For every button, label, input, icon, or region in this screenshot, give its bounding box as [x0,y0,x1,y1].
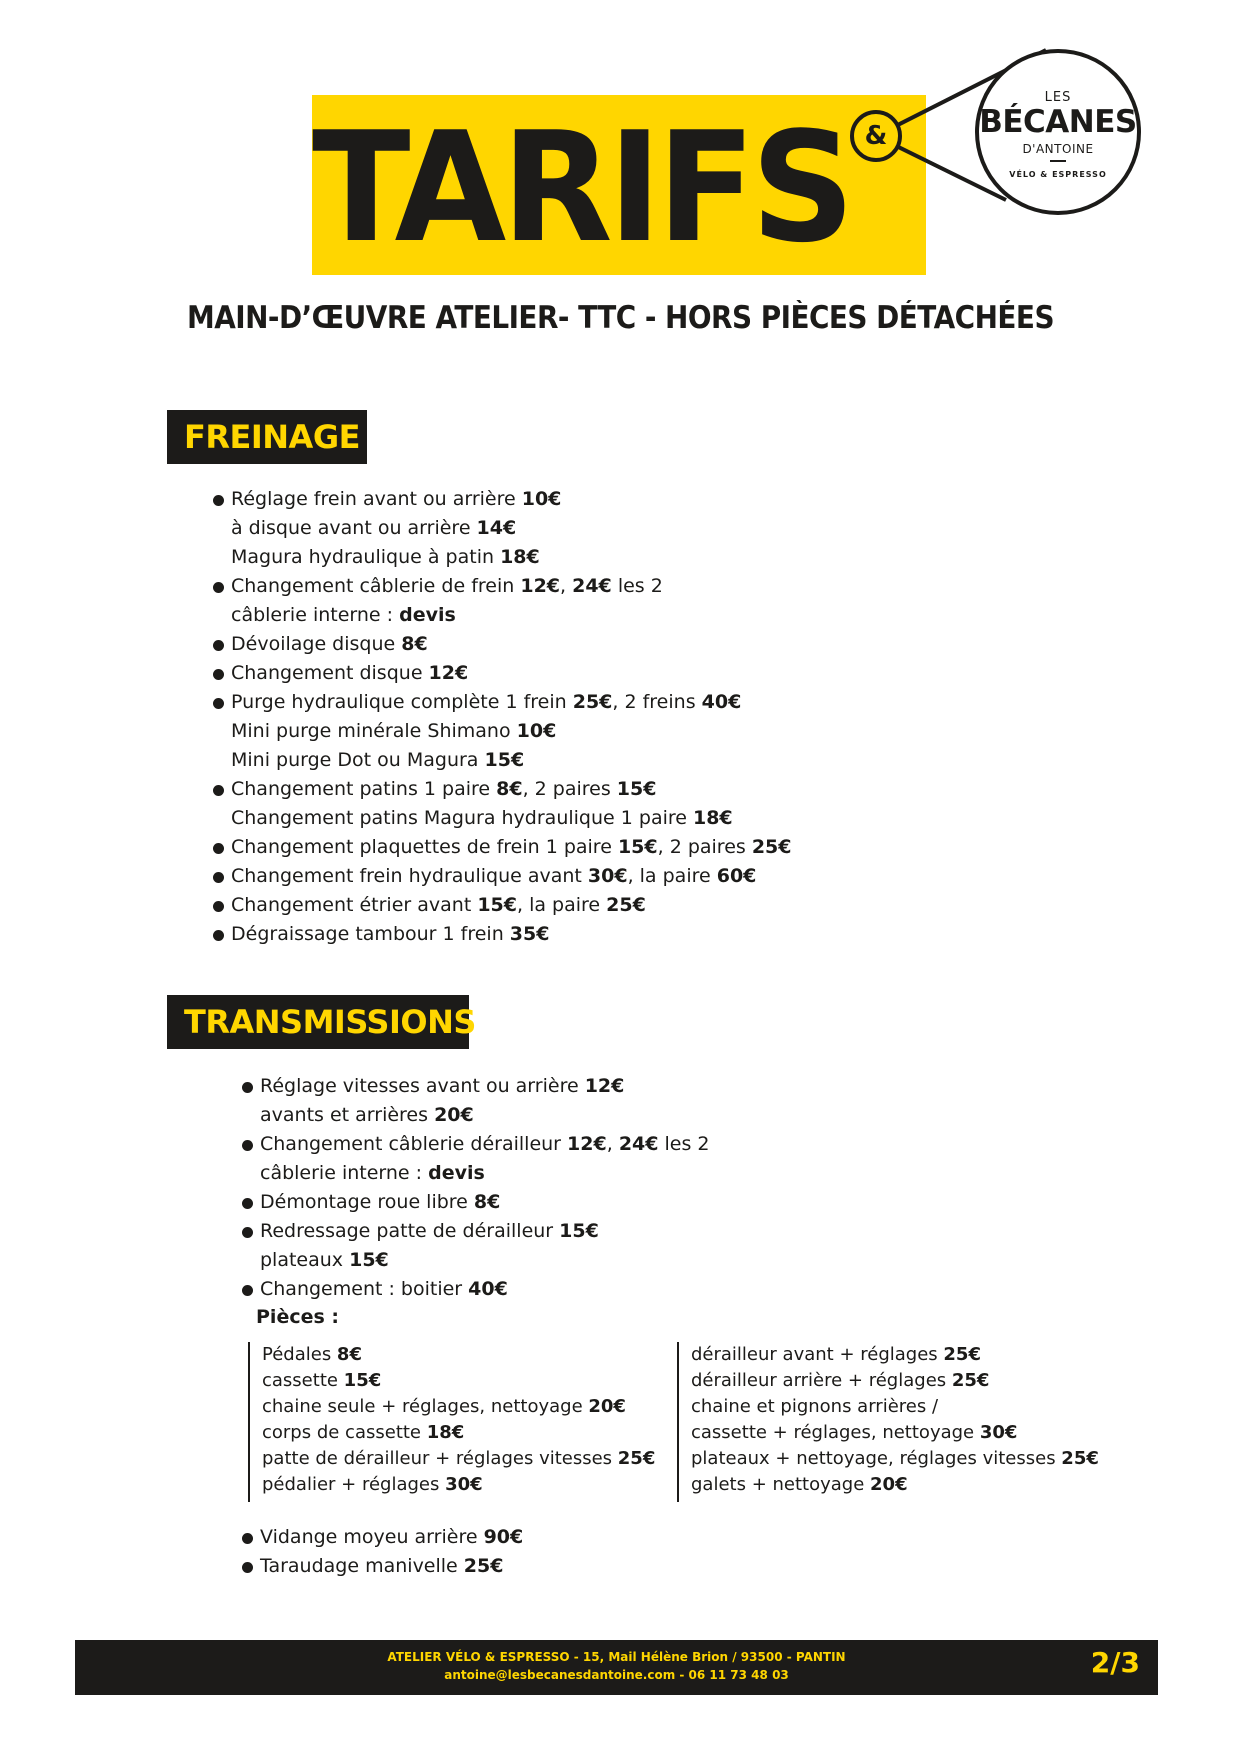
list-item-line: Mini purge minérale Shimano 10€ [231,720,557,742]
pieces-label: Pièces : [256,1306,339,1328]
bullet-icon [213,669,224,680]
logo-divider [1050,160,1066,162]
logo-les: LES [1044,90,1072,105]
list-item-line: Réglage vitesses avant ou arrière 12€ [260,1075,625,1097]
list-item [213,862,792,891]
list-item-line: Mini purge Dot ou Magura 15€ [231,749,525,771]
pieces-row: pédalier + réglages 30€ [262,1474,483,1495]
list-item-line: Redressage patte de dérailleur 15€ [260,1220,599,1242]
footer-contact: antoine@lesbecanesdantoine.com - 06 11 73 48 03 [444,1668,789,1682]
bullet-icon [213,930,224,941]
list-item-line: Magura hydraulique à patin 18€ [231,546,540,568]
bullet-icon [213,872,224,883]
pieces-column-right [677,1342,1099,1502]
pieces-row: Pédales 8€ [262,1344,362,1365]
bullet-icon [242,1198,253,1209]
logo-tagline: VÉLO & ESPRESSO [1009,170,1107,179]
page-number: 2/3 [1090,1646,1140,1679]
list-item [242,1552,523,1581]
list-item-line: câblerie interne : devis [260,1162,485,1184]
bullet-icon [213,785,224,796]
page-subtitle: MAIN-D’ŒUVRE ATELIER- TTC - HORS PIÈCES DÉTACHÉES [186,300,1055,336]
section-heading-freinage: FREINAGE [167,410,367,464]
logo-dantoine: D'ANTOINE [1022,142,1094,156]
list-item-line: Changement câblerie de frein 12€, 24€ les 2 [231,575,663,597]
list-item-line: Changement frein hydraulique avant 30€, la paire 60€ [231,865,757,887]
list-item-line: Changement câblerie dérailleur 12€, 24€ les 2 [260,1133,710,1155]
page-title: TARIFS [312,99,851,276]
list-item-line: Changement étrier avant 15€, la paire 25€ [231,894,646,916]
transmissions-list-extra [242,1523,523,1581]
pieces-row: chaine et pignons arrières / [691,1396,939,1417]
list-item-line: Réglage frein avant ou arrière 10€ [231,488,562,510]
list-item-line: Changement plaquettes de frein 1 paire 15€, 2 paires 25€ [231,836,792,858]
bullet-icon [242,1227,253,1238]
ampersand-icon: & [850,110,902,162]
bullet-icon [242,1562,253,1573]
list-item [213,688,792,775]
pieces-row: dérailleur arrière + réglages 25€ [691,1370,990,1391]
list-item [213,891,792,920]
footer [75,1640,1158,1695]
list-item-line: câblerie interne : devis [231,604,456,626]
bullet-icon [242,1082,253,1093]
pieces-column-left [248,1342,655,1502]
freinage-list [213,485,792,949]
list-item-line: à disque avant ou arrière 14€ [231,517,517,539]
list-item-line: Changement disque 12€ [231,662,469,684]
list-item-line: Changement patins Magura hydraulique 1 paire 18€ [231,807,733,829]
section-heading-transmissions: TRANSMISSIONS [167,995,469,1049]
bullet-icon [213,640,224,651]
pieces-row: patte de dérailleur + réglages vitesses 25€ [262,1448,656,1469]
bullet-icon [242,1140,253,1151]
list-item [242,1275,710,1304]
list-item [242,1217,710,1275]
bullet-icon [213,843,224,854]
list-item [213,485,792,572]
transmissions-list [242,1072,710,1304]
footer-address-block [75,1648,1158,1684]
pieces-row: dérailleur avant + réglages 25€ [691,1344,981,1365]
logo-becanes: BÉCANES [979,104,1137,140]
bullet-icon [242,1285,253,1296]
pieces-row: corps de cassette 18€ [262,1422,465,1443]
list-item [242,1523,523,1552]
list-item [213,920,792,949]
list-item [213,833,792,862]
pieces-row: plateaux + nettoyage, réglages vitesses 25€ [691,1448,1099,1469]
list-item-line: avants et arrières 20€ [260,1104,474,1126]
bullet-icon [213,495,224,506]
list-item [242,1072,710,1130]
bullet-icon [242,1533,253,1544]
list-item [213,630,792,659]
list-item-line: Dégraissage tambour 1 frein 35€ [231,923,550,945]
list-item-line: Changement : boitier 40€ [260,1278,508,1300]
footer-address: ATELIER VÉLO & ESPRESSO - 15, Mail Hélène Brion / 93500 - PANTIN [387,1650,846,1664]
list-item [242,1130,710,1188]
list-item [242,1188,710,1217]
bullet-icon [213,901,224,912]
list-item-line: Dévoilage disque 8€ [231,633,428,655]
pieces-row: cassette 15€ [262,1370,382,1391]
list-item [213,775,792,833]
pieces-row: cassette + réglages, nettoyage 30€ [691,1422,1018,1443]
list-item-line: Changement patins 1 paire 8€, 2 paires 15€ [231,778,657,800]
list-item-line: Démontage roue libre 8€ [260,1191,501,1213]
list-item-line: Purge hydraulique complète 1 frein 25€, 2 freins 40€ [231,691,742,713]
list-item-line: plateaux 15€ [260,1249,389,1271]
bullet-icon [213,582,224,593]
pieces-row: galets + nettoyage 20€ [691,1474,908,1495]
bullet-icon [213,698,224,709]
pieces-row: chaine seule + réglages, nettoyage 20€ [262,1396,626,1417]
list-item-line: Vidange moyeu arrière 90€ [260,1526,524,1548]
list-item [213,572,792,630]
list-item [213,659,792,688]
list-item-line: Taraudage manivelle 25€ [260,1555,504,1577]
